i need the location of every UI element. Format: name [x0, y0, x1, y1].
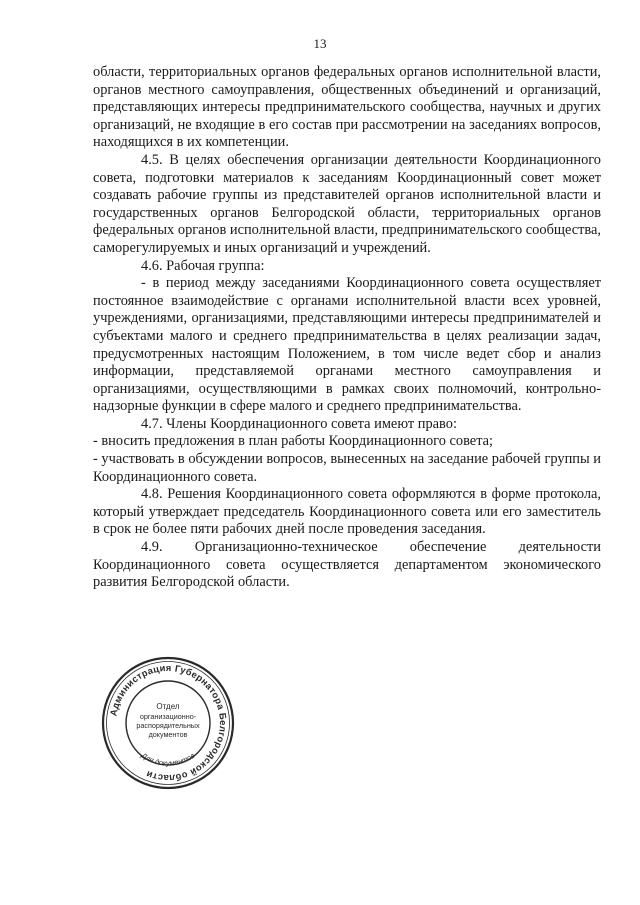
paragraph-4-7-heading: 4.7. Члены Координационного совета имеют право:: [141, 415, 457, 432]
paragraph-4-6-heading: 4.6. Рабочая группа:: [141, 257, 265, 274]
paragraph-continuation: области, территориальных органов федеральных органов исполнительной власти, органов местного самоуправления, общественных объединений и организаций, представляющих интересы предпринимательского сообщества, научных и других организаций, не входящие в его состав при рассмотрении на заседаниях вопросов, находящихся в их компетенции.: [93, 64, 601, 151]
stamp-center-line-1: Отдел: [156, 702, 180, 711]
paragraph-4-5: 4.5. В целях обеспечения организации деятельности Координационного совета, подготовки материалов к заседаниям Координационный совет может создавать рабочие группы из представителей органов исполнительной власти и государственных органов Белгородской области, территориальных органов федеральных органов исполнительной власти, предпринимательского сообщества, саморегулируемых и иных организаций и учреждений.: [93, 151, 601, 256]
page-number: 13: [313, 36, 327, 51]
paragraph-4-6-item: - в период между заседаниями Координационного совета осуществляет постоянное взаимодействие с органами исполнительной власти всех уровней, учреждениями, организациями, представляющими интересы предпринимателей и субъектами малого и среднего предпринимательства в целях реализации задач, предусмотренных настоящим Положением, в том числе ведет сбор и анализ информации, представляемой органами местного самоуправления и организациями, осуществляющими в рамках своих полномочий, контрольно-надзорные функции в сфере малого и среднего предпринимательства.: [93, 275, 601, 415]
paragraph-4-7-item-1: - вносить предложения в план работы Координационного совета;: [93, 433, 494, 450]
stamp-center-line-4: документов: [148, 730, 188, 739]
svg-text:Для документов: [139, 750, 197, 767]
paragraph-4-9: 4.9. Организационно-техническое обеспечение деятельности Координационного совета осуществляется департаментом экономического развития Белгородской области.: [93, 539, 601, 591]
paragraph-4-7-item-2: - участвовать в обсуждении вопросов, вынесенных на заседание рабочей группы и Координационного совета.: [93, 451, 601, 485]
document-body: [93, 64, 601, 592]
stamp-seal-icon: [100, 655, 236, 791]
stamp-bottom-text: Для документов: [139, 750, 197, 768]
stamp-center-line-3: распорядительных: [136, 721, 200, 730]
stamp-outer-text: Администрация Губернатора Белгородской области: [107, 661, 230, 785]
official-stamp: [100, 655, 236, 791]
paragraph-4-8: 4.8. Решения Координационного совета оформляются в форме протокола, который утверждает председатель Координационного совета или его заместитель в срок не более пяти рабочих дней после проведения заседания.: [93, 486, 601, 538]
stamp-center-line-2: организационно-: [139, 712, 197, 721]
